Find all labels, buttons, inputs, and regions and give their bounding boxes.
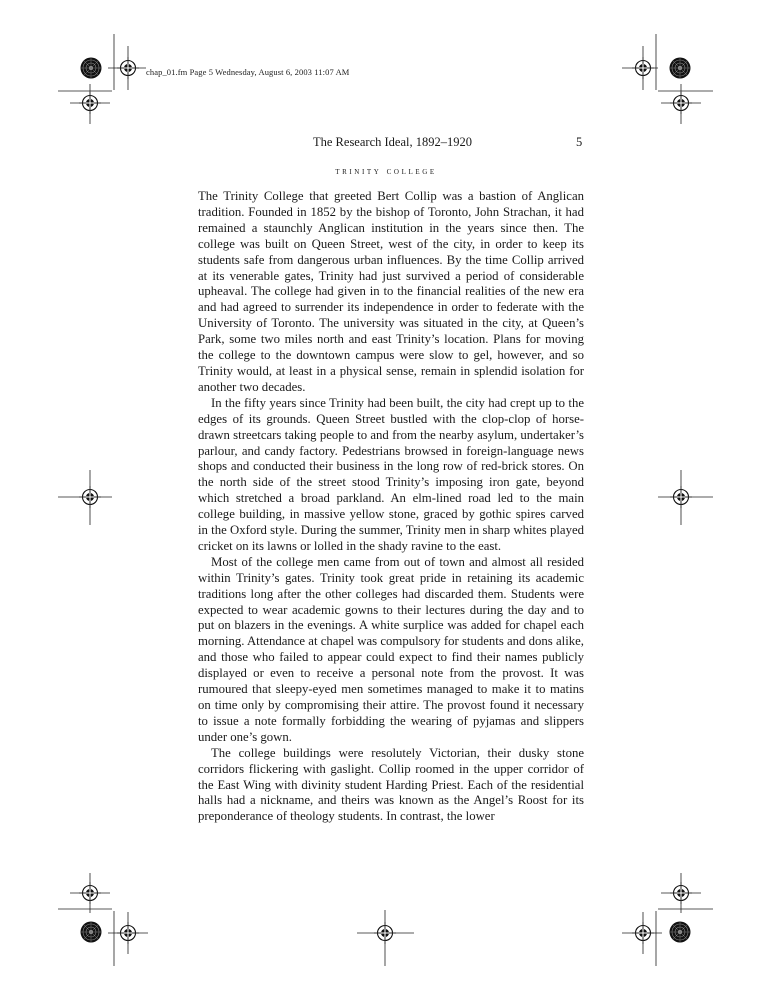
running-head-title: The Research Ideal, 1892–1920 xyxy=(313,135,472,149)
paragraph: In the fifty years since Trinity had been built, the city had crept up to the edges of its grounds. Queen Street bustled with the clop-clop of horse-drawn streetcars taking people to and from the nearby asylum, undertaker’s parlour, and candy factory. Pedestrians browsed in foreign-language news shops and conducted their business in the long row of red-brick stores. On the north side of the street stood Trinity’s imposing iron gate, beyond which stretched a broad parkland. An elm-lined road led to the main college building, in massive yellow stone, graced by gothic spires carved in the Oxford style. During the summer, Trinity men in sharp whites played cricket on its lawns or lolled in the shady ravine to the east. xyxy=(198,395,584,553)
section-heading: trinity college xyxy=(335,166,437,177)
body-text xyxy=(198,189,584,825)
paragraph: The college buildings were resolutely Victorian, their dusky stone corridors flickering with gaslight. Collip roomed in the upper corridor of the East Wing with divinity student Harding Priest. Each of the residential halls had a nickname, and theirs was known as the Angel’s Roost for its preponderance of theology students. In contrast, the lower xyxy=(198,745,584,824)
page-number: 5 xyxy=(576,135,583,149)
slug-line: chap_01.fm Page 5 Wednesday, August 6, 2003 11:07 AM xyxy=(146,67,350,77)
paragraph: The Trinity College that greeted Bert Collip was a bastion of Anglican tradition. Founded in 1852 by the bishop of Toronto, John Strachan, it had remained a staunchly Anglican institution in the years since then. The college was built on Queen Street, west of the city, in order to keep its students safe from dangerous urban influences. By the time Collip arrived at its venerable gates, Trinity had just survived a period of considerable upheaval. The college had given in to the financial realities of the new era and had agreed to surrender its independence in order to federate with the University of Toronto. The university was situated in the city, at Queen’s Park, some two miles north and east Trinity’s location. Plans for moving the college to the downtown campus were slow to gel, however, and so Trinity would, at least in a physical sense, remain in splendid isolation for another two decades. xyxy=(198,189,584,394)
paragraph: Most of the college men came from out of town and almost all resided within Trinity’s gates. Trinity took great pride in retaining its academic traditions long after the other colleges had discarded them. Students were expected to wear academic gowns to their lectures during the day and to put on blazers in the evenings. A white surplice was added for chapel each morning. Attendance at chapel was compulsory for students and dons alike, and those who failed to appear could expect to find their names publicly displayed or even to receive a personal note from the provost. It was rumoured that sleepy-eyed men sometimes managed to make it to matins on time only by compromising their attire. The provost found it necessary to issue a note formally forbidding the wearing of pyjamas and slippers under one’s gown. xyxy=(198,554,584,744)
